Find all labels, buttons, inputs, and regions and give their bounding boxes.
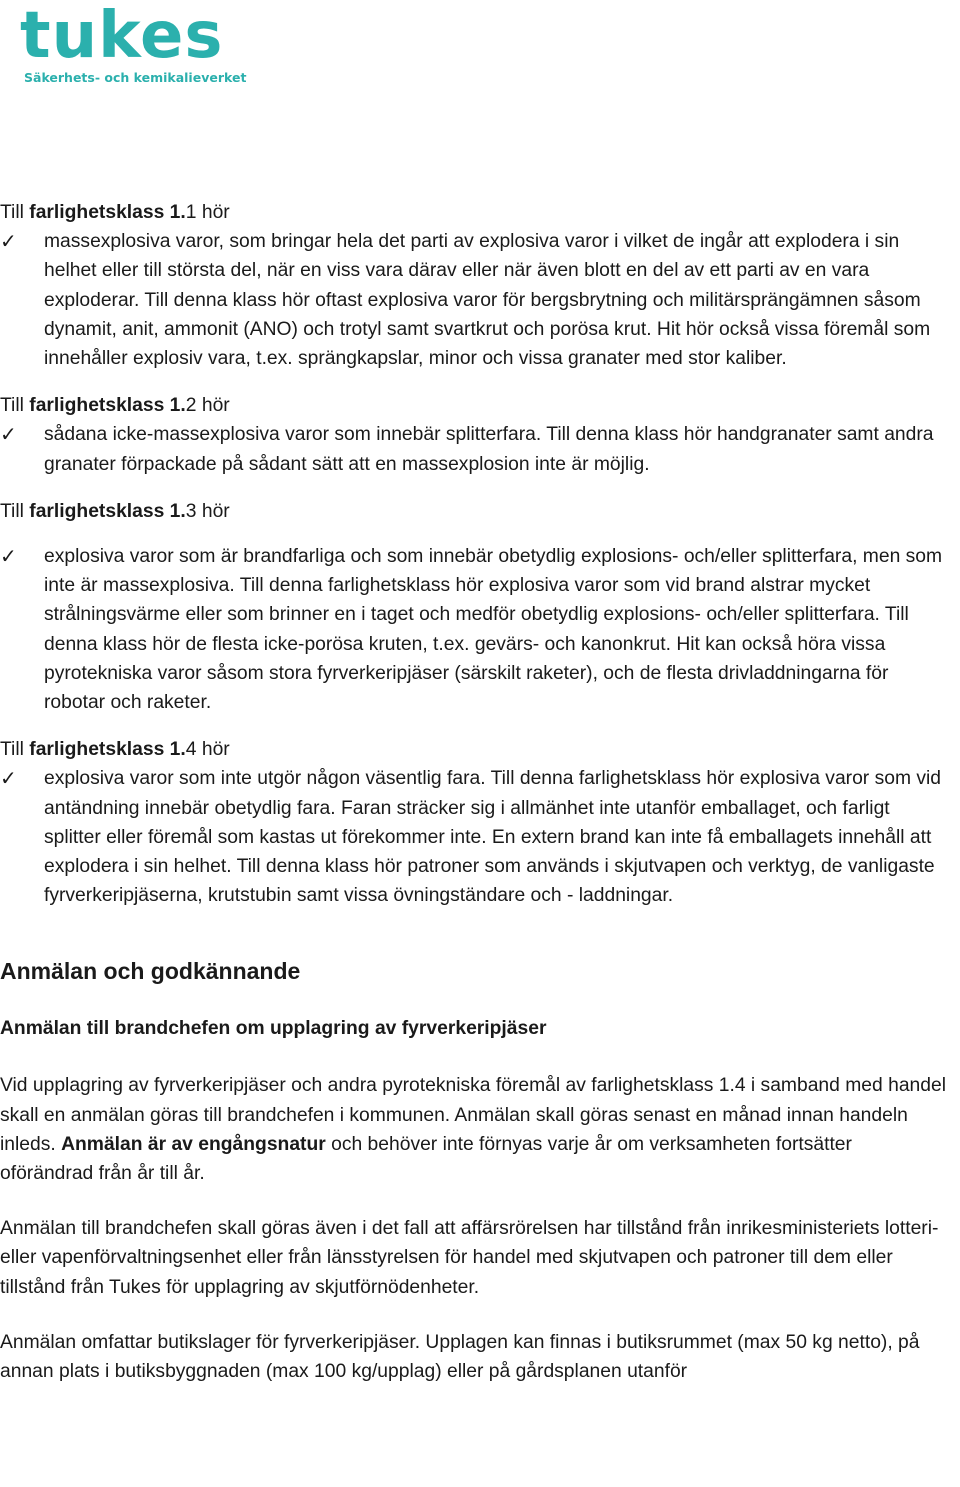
- class-item-1-3: [0, 542, 950, 717]
- class-heading-1-1: Till farlighetsklass 1.1 hör: [0, 202, 230, 223]
- tukes-logo: [20, 0, 247, 90]
- paragraph-2: Anmälan till brandchefen skall göras även i det fall att affärsrörelsen har tillstånd från inrikesministeriets lotteri- eller vapenförvaltningsenhet eller från länsstyrelsen för handel med skjutvapen och patroner till dem eller tillstånd från Tukes för upplagring av skjutförnödenheter.: [0, 1218, 939, 1298]
- class-heading-1-3: Till farlighetsklass 1.3 hör: [0, 500, 230, 522]
- section-heading: Anmälan och godkännande: [0, 958, 301, 985]
- class-text-1-1: massexplosiva varor, som bringar hela det parti av explosiva varor i vilket de ingår att explodera i sin helhet eller till största del, när en viss vara därav eller när även blott en del av ett parti av en vara exploderar. Till denna klass hör oftast explosiva varor för bergsbrytning och militärsprängämnen såsom dynamit, anit, ammonit (ANO) och trotyl samt svartkrut och porösa krut. Hit hör också vissa föremål som innehåller explosiv vara, t.ex. sprängkapslar, minor och vissa granater med stor kaliber.: [44, 231, 931, 370]
- check-icon: ✓: [0, 422, 17, 447]
- logo-subtitle: Säkerhets- och kemikalieverket: [24, 70, 247, 85]
- class-item-1-4: [0, 764, 950, 910]
- document-body: [0, 198, 950, 1386]
- class-text-1-3: explosiva varor som är brandfarliga och som innebär obetydlig explosions- och/eller splitterfara, men som inte är massexplosiva. Till denna farlighetsklass hör explosiva varor som vid brand alstrar mycket strålningsvärme eller som brinner en i taget och medför obetydlig explosions- och/eller splitterfara. Till denna klass hör de flesta icke-porösa kruten, t.ex. gevärs- och kanonkrut. Hit kan också höra vissa pyrotekniska varor såsom stora fyrverkeripjäser (särskilt raketer), och de flesta drivladdningarna för robotar och raketer.: [44, 546, 943, 714]
- class-heading-1-2: Till farlighetsklass 1.2 hör: [0, 395, 230, 417]
- check-icon: ✓: [0, 229, 17, 254]
- class-heading-1-4: Till farlighetsklass 1.4 hör: [0, 739, 230, 761]
- class-text-1-4: explosiva varor som inte utgör någon väsentlig fara. Till denna farlighetsklass hör explosiva varor som vid antändning innebär obetydlig fara. Faran sträcker sig i allmänhet inte utanför emballaget, och farligt splitter eller föremål som kastas ut förekommer inte. En extern brand kan inte få emballagets innehåll att explodera i sin helhet. Till denna klass hör patroner som används i skjutvapen och verktyg, de vanligaste fyrverkeripjäserna, krutstubin samt vissa övningständare och - laddningar.: [44, 768, 942, 907]
- check-icon: ✓: [0, 544, 17, 569]
- paragraph-1: Vid upplagring av fyrverkeripjäser och andra pyrotekniska föremål av farlighetsklass 1.4 i samband med handel skall en anmälan göras till brandchefen i kommunen. Anmälan skall göras senast en månad innan handeln inleds. Anmälan är av engångsnatur och behöver inte förnyas varje år om verksamheten fortsätter oförändrad från år till år.: [0, 1075, 946, 1185]
- section-subheading: Anmälan till brandchefen om upplagring av fyrverkeripjäser: [0, 1018, 547, 1040]
- logo-wordmark: tukes: [20, 0, 224, 73]
- class-text-1-2: sådana icke-massexplosiva varor som innebär splitterfara. Till denna klass hör handgranater samt andra granater förpackade på sådant sätt att en massexplosion inte är möjlig.: [44, 424, 934, 475]
- class-item-1-1: [0, 227, 950, 373]
- paragraph-3: Anmälan omfattar butikslager för fyrverkeripjäser. Upplagen kan finnas i butiksrummet (max 50 kg netto), på annan plats i butiksbyggnaden (max 100 kg/upplag) eller på gårdsplanen utanför: [0, 1331, 920, 1383]
- check-icon: ✓: [0, 766, 17, 791]
- class-item-1-2: [0, 420, 950, 478]
